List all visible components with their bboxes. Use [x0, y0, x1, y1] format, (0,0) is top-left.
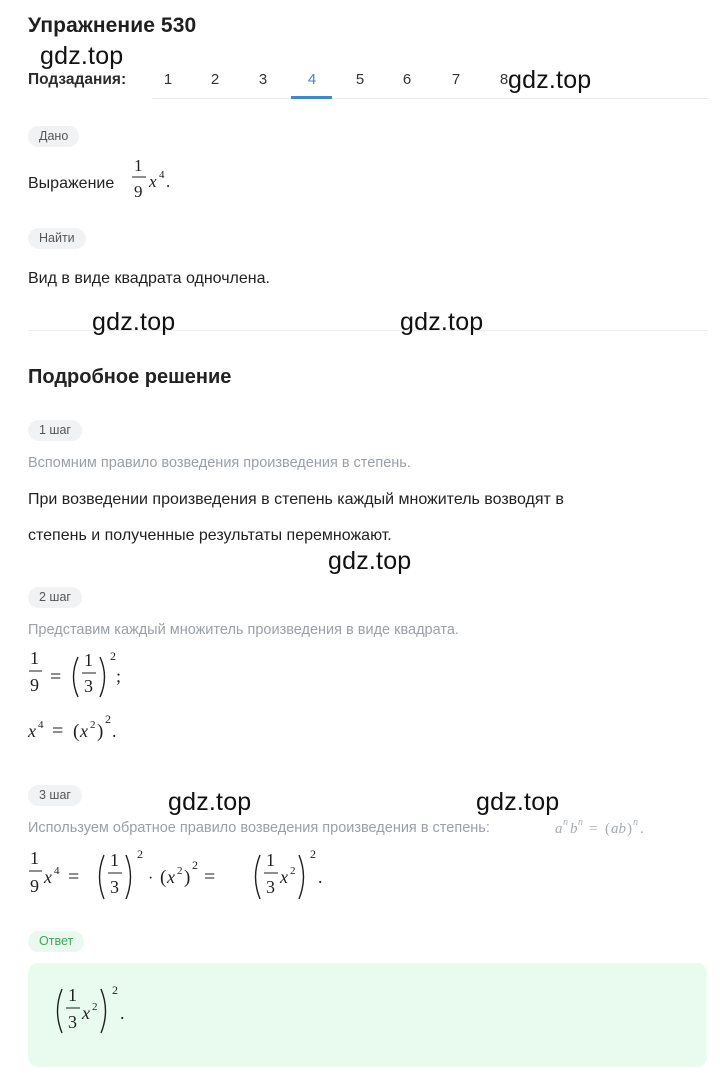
given-frac-num: 1: [134, 156, 143, 175]
svg-text:1: 1: [84, 650, 93, 670]
svg-text:4: 4: [54, 865, 60, 877]
svg-text:.: .: [112, 721, 117, 741]
watermark: gdz.top: [168, 788, 252, 816]
watermark: gdz.top: [508, 66, 592, 94]
step-1-line-2: степень и полученные результаты перемножают.: [28, 527, 392, 544]
svg-text:2: 2: [90, 719, 96, 731]
watermark: gdz.top: [400, 308, 484, 336]
svg-text:;: ;: [116, 666, 122, 686]
tab-5[interactable]: 5: [355, 71, 365, 88]
svg-text:1: 1: [30, 848, 39, 868]
step-2-chip-wrap: [28, 587, 82, 608]
svg-text:2: 2: [137, 847, 143, 861]
tab-2[interactable]: 2: [210, 71, 220, 88]
tab-6[interactable]: 6: [402, 71, 412, 88]
svg-text:n: n: [578, 817, 583, 828]
given-section: [28, 126, 79, 147]
svg-text:2: 2: [192, 858, 198, 872]
svg-text:x: x: [280, 867, 288, 887]
svg-text:3: 3: [68, 1012, 77, 1032]
watermark: gdz.top: [476, 788, 560, 816]
step-1-line-1: При возведении произведения в степень каждый множитель возводят в: [28, 491, 564, 508]
given-expression: [130, 152, 190, 202]
svg-text:2: 2: [310, 847, 316, 861]
step-1-chip-wrap: [28, 420, 82, 441]
svg-text:=: =: [52, 720, 64, 742]
svg-text:x: x: [80, 721, 88, 741]
watermark: gdz.top: [40, 42, 124, 70]
active-tab-indicator: [291, 96, 332, 99]
tab-1[interactable]: 1: [163, 71, 173, 88]
given-exp: 4: [159, 169, 165, 181]
answer-chip-wrap: [28, 931, 84, 952]
svg-text:.: .: [640, 821, 644, 837]
svg-text:3: 3: [84, 676, 93, 696]
tab-8[interactable]: 8: [499, 71, 509, 88]
svg-text:4: 4: [38, 719, 44, 731]
svg-text:n: n: [563, 817, 568, 828]
svg-text:2: 2: [290, 865, 296, 877]
step-2-chip: 2 шаг: [28, 587, 82, 608]
svg-text:.: .: [120, 1003, 125, 1023]
svg-text:9: 9: [30, 876, 39, 896]
svg-text:1: 1: [30, 648, 39, 668]
svg-text:3: 3: [266, 877, 275, 897]
tabs-divider: [152, 98, 708, 99]
svg-text:1: 1: [110, 850, 119, 870]
svg-text:9: 9: [30, 675, 39, 695]
find-section: [28, 228, 86, 249]
step-3-chip: 3 шаг: [28, 785, 82, 806]
watermark: gdz.top: [328, 547, 412, 575]
svg-text:2: 2: [110, 649, 116, 663]
answer-chip: Ответ: [28, 931, 84, 952]
svg-text:=: =: [68, 866, 80, 888]
svg-text:=: =: [204, 866, 216, 888]
step-1-hint: Вспомним правило возведения произведения в степень.: [28, 455, 411, 471]
tab-7[interactable]: 7: [451, 71, 461, 88]
svg-text:.: .: [318, 867, 323, 887]
svg-text:2: 2: [105, 712, 111, 726]
svg-text:2: 2: [92, 1001, 98, 1013]
tab-3[interactable]: 3: [258, 71, 268, 88]
svg-text:): ): [97, 721, 104, 742]
svg-text:x: x: [82, 1003, 90, 1023]
svg-text:(: (: [73, 721, 80, 742]
svg-text:): ): [184, 867, 191, 888]
svg-text:(: (: [605, 821, 610, 837]
svg-text:ab: ab: [611, 821, 626, 837]
given-chip: Дано: [28, 126, 79, 147]
svg-text:=: =: [589, 821, 598, 837]
find-text: Вид в виде квадрата одночлена.: [28, 270, 270, 287]
solution-heading: Подробное решение: [28, 366, 232, 388]
svg-text:): ): [627, 821, 632, 837]
step-1-chip: 1 шаг: [28, 420, 82, 441]
svg-text:=: =: [50, 666, 62, 688]
step-3-chip-wrap: [28, 785, 82, 806]
given-var: x: [149, 172, 157, 191]
svg-text:1: 1: [68, 986, 77, 1005]
svg-text:n: n: [633, 817, 638, 828]
svg-text:x: x: [28, 721, 36, 741]
svg-text:b: b: [570, 821, 578, 837]
svg-text:(: (: [160, 867, 167, 888]
svg-text:3: 3: [110, 877, 119, 897]
svg-text:x: x: [167, 867, 175, 887]
page-title: Упражнение 530: [28, 14, 197, 37]
svg-text:x: x: [44, 867, 52, 887]
tab-4[interactable]: 4: [307, 71, 317, 88]
svg-text:2: 2: [177, 865, 183, 877]
subtasks-label: Подзадания:: [28, 71, 127, 88]
answer-formula: [50, 986, 160, 1046]
step-3-rule-formula: [553, 815, 673, 841]
step-3-hint: Используем обратное правило возведения произведения в степень:: [28, 820, 490, 836]
svg-text:1: 1: [266, 850, 275, 870]
step-2-formulas: [26, 645, 186, 750]
step-3-formula: [26, 842, 346, 902]
svg-text:a: a: [555, 821, 563, 837]
given-text: Выражение: [28, 175, 115, 192]
find-chip: Найти: [28, 228, 86, 249]
given-frac-den: 9: [134, 182, 143, 201]
step-2-hint: Представим каждый множитель произведения в виде квадрата.: [28, 622, 459, 638]
svg-text:2: 2: [112, 986, 118, 997]
svg-text:·: ·: [148, 870, 154, 887]
given-tail: .: [166, 172, 171, 191]
watermark: gdz.top: [92, 308, 176, 336]
